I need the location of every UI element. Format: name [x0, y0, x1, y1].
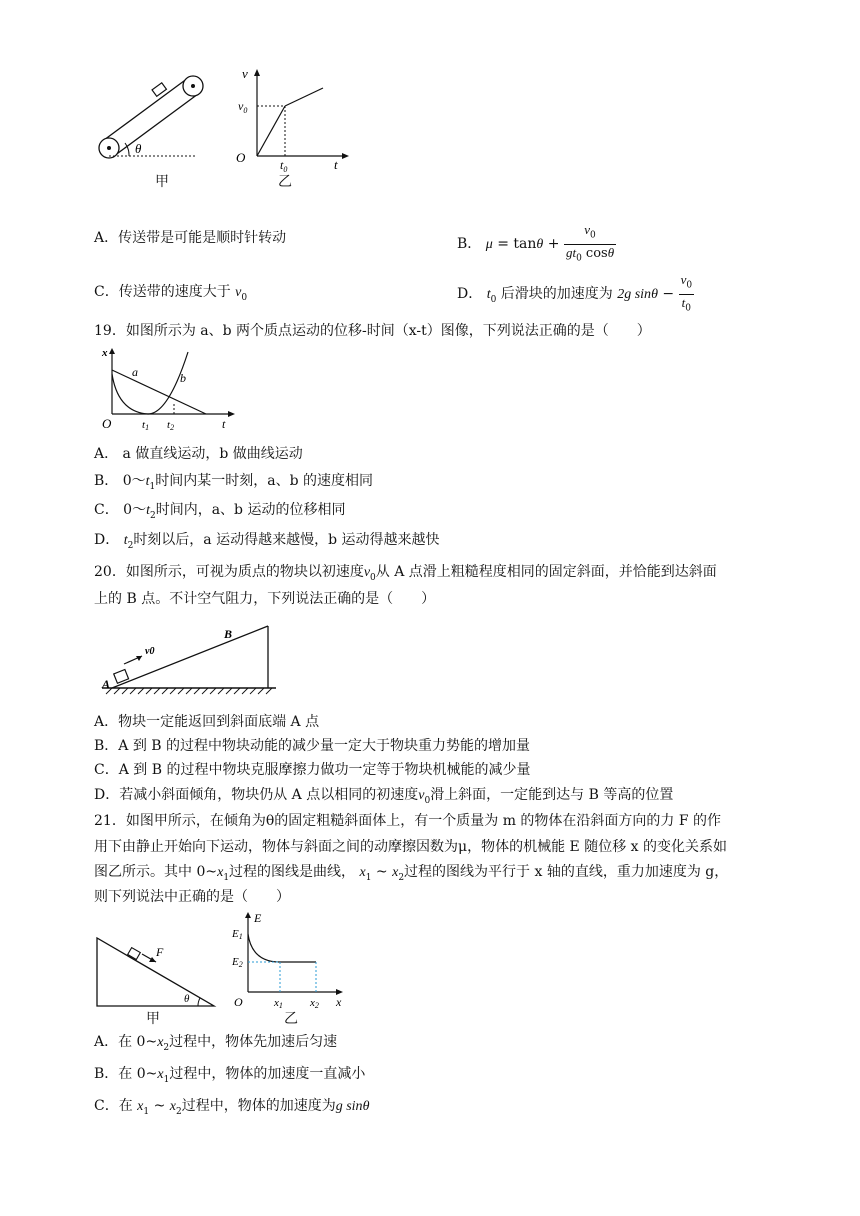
q18-option-a: A．传送带是可能是顺时针转动: [94, 230, 287, 246]
q18-axis-t: t: [334, 157, 338, 172]
q20-point-a: A: [102, 677, 111, 691]
q21-x1-label: x1: [274, 997, 283, 1010]
q21-stem-line4: 则下列说法中正确的是（ ）: [94, 889, 290, 905]
q21-theta-label: θ: [184, 993, 190, 1005]
q18-d-fraction: $\frac{v_0}{t_0}$: [680, 272, 693, 314]
q20-stem-line2: 上的 B 点。不计空气阻力，下列说法正确的是（ ）: [94, 591, 436, 607]
q21-axis-x: x: [336, 995, 342, 1009]
q18-option-c: C．传送带的速度大于 $v_0$: [94, 284, 248, 303]
q18-axis-v: v: [242, 66, 248, 81]
q21-option-a: A．在 $0\sim x_2$过程中，物体先加速后匀速: [94, 1034, 338, 1053]
q21-stem-line1: 21．如图甲所示，在倾角为θ的固定粗糙斜面体上，有一个质量为 m 的物体在沿斜面方向的力 F 的作: [94, 813, 722, 829]
q20-stem-line1: 20．如图所示，可视为质点的物块以初速度$v_0$从 A 点滑上粗糙程度相同的固定斜面，并恰能到达斜面: [94, 564, 717, 583]
q21-origin: O: [234, 995, 243, 1009]
q20-option-b: B．A 到 B 的过程中物块动能的减少量一定大于物块重力势能的增加量: [94, 738, 531, 754]
q21-fig-yi-caption: 乙: [284, 1011, 298, 1027]
q20-option-d: D．若减小斜面倾角，物块仍从 A 点以相同的初速度$v_0$滑上斜面，一定能到达与 B 等高的位置: [94, 787, 674, 806]
q19-option-b: B． $0\sim t_1$时间内某一时刻，a、b 的速度相同: [94, 473, 374, 492]
q19-t1-label: t1: [142, 419, 150, 432]
q18-fig-yi-caption: 乙: [278, 174, 292, 190]
q19-option-d: D． $t_2$时刻以后，a 运动得越来越慢，b 运动得越来越快: [94, 532, 440, 551]
q19-axis-x: x: [102, 347, 108, 359]
q21-stem-line2: 用下由静止开始向下运动，物体与斜面之间的动摩擦因数为μ，物体的机械能 E 随位移 x 的变化关系如: [94, 839, 728, 855]
q21-fig-jia-caption: 甲: [146, 1011, 160, 1027]
q21-x2-label: x2: [310, 997, 319, 1010]
q18-vt-graph: [230, 66, 355, 176]
q19-origin: O: [102, 416, 112, 431]
q21-e1-label: E1: [232, 928, 243, 941]
q21-stem-line3: 图乙所示。其中 $0\sim x_1$过程的图线是曲线， $x_1$ ~ $x_2$过程的图线为平行于 x 轴的直线，重力加速度为 g，: [94, 864, 729, 883]
q18-origin: O: [236, 150, 246, 165]
q21-force-label: F: [156, 945, 164, 959]
q21-incline-figure: [92, 932, 222, 1012]
q19-label-a: a: [132, 365, 138, 379]
q21-axis-e: E: [254, 911, 262, 925]
q18-option-b: B． μ = tanθ + $\frac{v_0}{gt_0 \cos\theta}$: [457, 222, 616, 266]
q19-option-a: A． a 做直线运动，b 做曲线运动: [94, 446, 303, 462]
q19-label-b: b: [180, 371, 186, 385]
q18-t0-label: $t_0$: [280, 158, 288, 174]
q21-option-b: B．在 $0\sim x_1$过程中，物体的加速度一直减小: [94, 1066, 366, 1085]
q18-fig-jia-caption: 甲: [155, 174, 169, 190]
q20-v0-label: v0: [145, 646, 155, 657]
q19-axis-t: t: [222, 417, 226, 431]
q18-option-d: D． $t_0$ 后滑块的加速度为 2g sinθ − $\frac{v_0}{t_0}$: [457, 272, 694, 317]
q21-ex-graph: [226, 910, 351, 1010]
q18-b-fraction: $\frac{v_0}{gt_0 \cos\theta}$: [565, 222, 615, 264]
q19-xt-graph: [98, 346, 238, 436]
q21-option-c: C．在 $x_1$ ~ $x_2$过程中，物体的加速度为g sinθ: [94, 1098, 370, 1117]
q19-t2-label: t2: [167, 419, 175, 432]
q20-option-c: C．A 到 B 的过程中物块克服摩擦力做功一定等于物块机械能的减少量: [94, 762, 531, 778]
q19-option-c: C． $0\sim t_2$时间内，a、b 运动的位移相同: [94, 502, 346, 521]
q20-incline-figure: [98, 618, 283, 704]
q21-e2-label: E2: [232, 956, 243, 969]
q20-point-b: B: [224, 627, 233, 641]
q18-theta-label: θ: [135, 141, 142, 156]
q19-stem: 19．如图所示为 a、b 两个质点运动的位移-时间（x-t）图像，下列说法正确的是（ ）: [94, 323, 651, 339]
q18-v0-label: $v_0$: [238, 99, 248, 115]
q20-option-a: A．物块一定能返回到斜面底端 A 点: [94, 714, 320, 730]
